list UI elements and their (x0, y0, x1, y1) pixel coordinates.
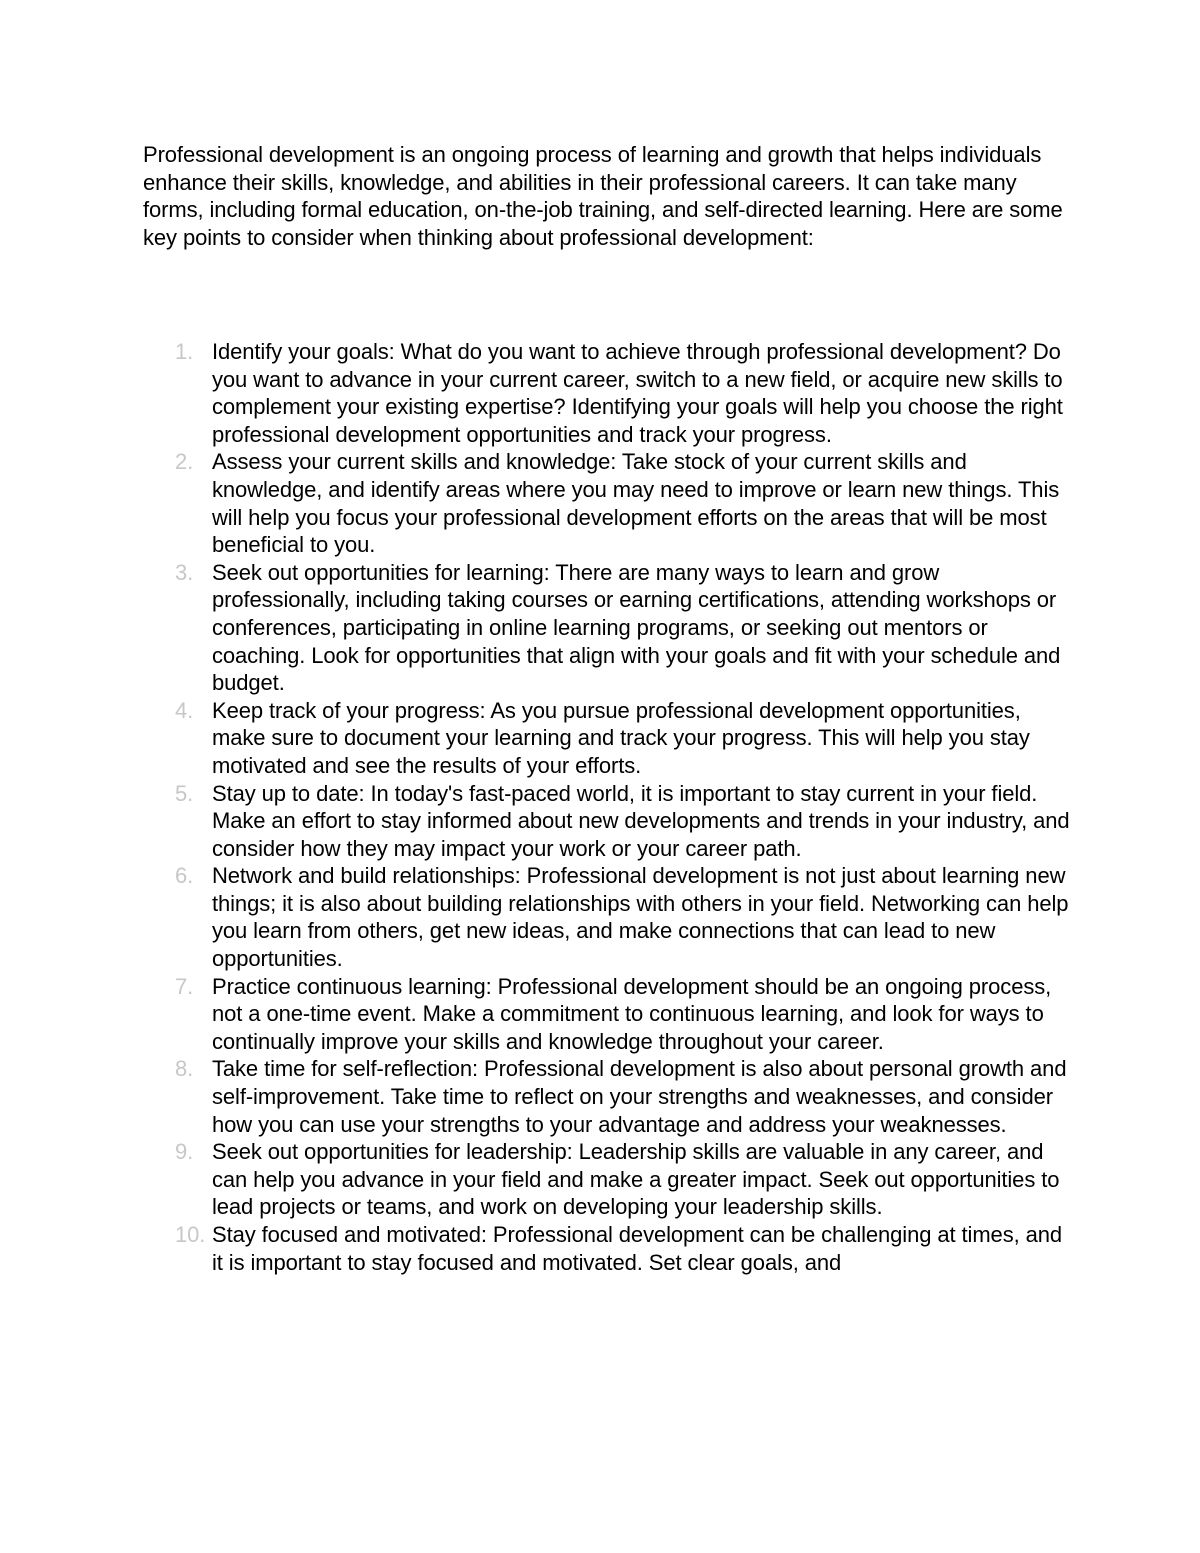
list-item-number: 5. (175, 780, 194, 806)
list-item-text: Stay up to date: In today's fast-paced world, it is important to stay current in your field. Make an effort to stay informed about new developments and trends in your industry, and consider how they may impact your work or your career path. (212, 780, 1070, 861)
list-item-text: Network and build relationships: Professional development is not just about learning new things; it is also about building relationships with others in your field. Networking can help you learn from others, get new ideas, and make connections that can lead to new opportunities. (212, 863, 1069, 972)
list-item (175, 973, 1072, 1056)
list-item (175, 338, 1072, 448)
list-item (175, 559, 1072, 697)
intro-paragraph: Professional development is an ongoing process of learning and growth that helps individuals enhance their skills, knowledge, and abilities in their professional careers. It can take many forms, including formal education, on-the-job training, and self-directed learning. Here are some key points to consider when thinking about professional development: (143, 142, 1063, 250)
list-item-number: 2. (175, 449, 194, 475)
list-item-number: 3. (175, 559, 194, 585)
list-item-number: 9. (175, 1139, 194, 1165)
list-item-number: 10. (175, 1222, 206, 1247)
list-item (175, 697, 1072, 780)
list-item (175, 448, 1072, 558)
key-points-list (175, 338, 1072, 1276)
list-item-text: Identify your goals: What do you want to achieve through professional development? Do you want to advance in your current career, switch to a new field, or acquire new skills to complement your existing expertise? Identifying your goals will help you choose the right professional development opportunities and track your progress. (212, 339, 1063, 447)
list-item-text: Assess your current skills and knowledge: Take stock of your current skills and knowledge, and identify areas where you may need to improve or learn new things. This will help you focus your professional development efforts on the areas that will be most beneficial to you. (212, 449, 1060, 558)
list-item (175, 780, 1072, 863)
list-item-text: Take time for self-reflection: Professional development is also about personal growth and self-improvement. Take time to reflect on your strengths and weaknesses, and consider how you can use your strengths to your advantage and address your weaknesses. (212, 1056, 1067, 1137)
list-item-text: Seek out opportunities for learning: There are many ways to learn and grow professionally, including taking courses or earning certifications, attending workshops or conferences, participating in online learning programs, or seeking out mentors or coaching. Look for opportunities that align with your goals and fit with your schedule and budget. (212, 559, 1061, 696)
list-item-text: Keep track of your progress: As you pursue professional development opportunities, make sure to document your learning and track your progress. This will help you stay motivated and see the results of your efforts. (212, 697, 1030, 778)
list-item (175, 1221, 1072, 1276)
list-item-number: 7. (175, 973, 194, 999)
list-item-text: Seek out opportunities for leadership: Leadership skills are valuable in any career, and can help you advance in your field and make a greater impact. Seek out opportunities to lead projects or teams, and work on developing your leadership skills. (212, 1139, 1060, 1220)
list-item-number: 8. (175, 1056, 194, 1082)
list-item-number: 4. (175, 697, 194, 723)
list-item (175, 1138, 1072, 1221)
list-item (175, 862, 1072, 972)
list-item-number: 6. (175, 863, 194, 889)
list-item-number: 1. (175, 339, 194, 364)
list-item-text: Stay focused and motivated: Professional development can be challenging at times, and it is important to stay focused and motivated. Set clear goals, and (212, 1222, 1063, 1275)
list-item-text: Practice continuous learning: Professional development should be an ongoing process, not a one-time event. Make a commitment to continuous learning, and look for ways to continually improve your skills and knowledge throughout your career. (212, 973, 1052, 1054)
list-item (175, 1055, 1072, 1138)
